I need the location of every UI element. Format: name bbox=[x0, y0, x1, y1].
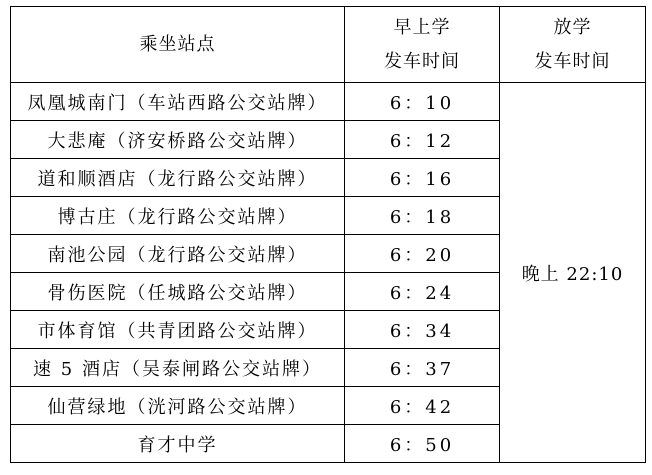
station-cell: 育才中学 bbox=[11, 425, 345, 463]
station-cell: 南池公园（龙行路公交站牌） bbox=[11, 235, 345, 273]
header-morning-line2: 发车时间 bbox=[384, 50, 460, 72]
header-morning-line1: 早上学 bbox=[393, 16, 451, 38]
morning-time-cell: 6：18 bbox=[345, 197, 500, 235]
morning-time-cell: 6：16 bbox=[345, 159, 500, 197]
morning-time-cell: 6：10 bbox=[345, 83, 500, 121]
station-cell: 博古庄（龙行路公交站牌） bbox=[11, 197, 345, 235]
header-morning bbox=[345, 7, 500, 83]
header-evening-line1: 放学 bbox=[553, 16, 592, 38]
station-cell: 道和顺酒店（龙行路公交站牌） bbox=[11, 159, 345, 197]
station-cell: 市体育馆（共青团路公交站牌） bbox=[11, 311, 345, 349]
station-cell: 仙营绿地（洸河路公交站牌） bbox=[11, 387, 345, 425]
header-station-label: 乘坐站点 bbox=[139, 33, 216, 55]
header-row bbox=[11, 7, 646, 83]
morning-time-cell: 6：20 bbox=[345, 235, 500, 273]
station-cell: 大悲庵（济安桥路公交站牌） bbox=[11, 121, 345, 159]
morning-time-cell: 6：12 bbox=[345, 121, 500, 159]
morning-time-cell: 6：34 bbox=[345, 311, 500, 349]
header-station bbox=[11, 7, 345, 83]
morning-time-cell: 6：24 bbox=[345, 273, 500, 311]
morning-time-cell: 6：42 bbox=[345, 387, 500, 425]
station-cell: 速 5 酒店（吴泰闸路公交站牌） bbox=[11, 349, 345, 387]
table-row bbox=[11, 83, 646, 121]
header-evening bbox=[500, 7, 646, 83]
morning-time-cell: 6：50 bbox=[345, 425, 500, 463]
bus-schedule-table bbox=[10, 6, 646, 463]
header-evening-line2: 发车时间 bbox=[534, 50, 611, 72]
station-cell: 骨伤医院（任城路公交站牌） bbox=[11, 273, 345, 311]
evening-time-cell: 晚上 22:10 bbox=[500, 83, 646, 463]
morning-time-cell: 6：37 bbox=[345, 349, 500, 387]
station-cell: 凤凰城南门（车站西路公交站牌） bbox=[11, 83, 345, 121]
